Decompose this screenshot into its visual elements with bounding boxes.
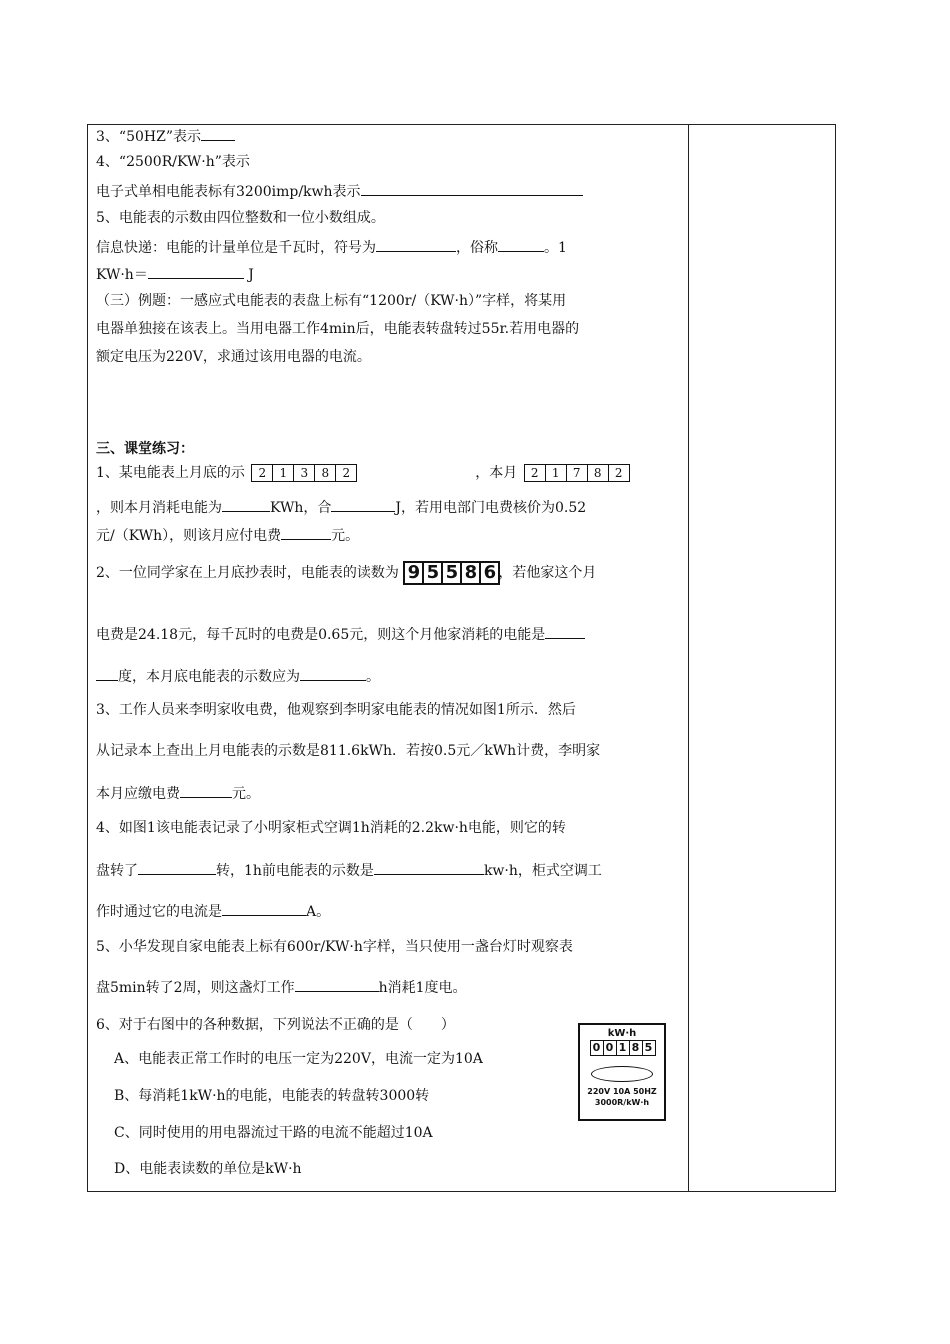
option-c: C、同时使用的用电器流过干路的电流不能超过10A bbox=[114, 1125, 433, 1141]
meter-figure-digits: 0 0 1 8 5 bbox=[580, 1039, 664, 1056]
meter-reading-last-month: 2 1 3 8 2 bbox=[251, 464, 356, 482]
option-b: B、每消耗1kW·h的电能，电能表的转盘转3000转 bbox=[114, 1088, 430, 1104]
question-1-line-1: 1、某电能表上月底的示 2 1 3 8 2 ，本月 2 1 7 8 2 bbox=[96, 464, 629, 482]
example-line-2: 电器单独接在该表上。当用电器工作4min后，电能表转盘转过55r.若用电器的 bbox=[96, 321, 580, 337]
question-2-line-2: 电费是24.18元，每千瓦时的电费是0.65元，则这个月他家消耗的电能是 bbox=[96, 624, 585, 644]
meter-reading-9558: 9 5 5 8 6 bbox=[403, 561, 498, 585]
question-4-line-1: 4、如图1该电能表记录了小明家柜式空调1h消耗的2.2kw·h电能，则它的转 bbox=[96, 820, 566, 836]
question-1-line-3: 元/（KWh），则该月应付电费 元。 bbox=[96, 525, 359, 545]
option-a: A、电能表正常工作时的电压一定为220V，电流一定为10A bbox=[114, 1051, 483, 1067]
question-3-line-3: 本月应缴电费 元。 bbox=[96, 783, 260, 803]
meter-reading-this-month: 2 1 7 8 2 bbox=[524, 464, 629, 482]
section-title: 三、课堂练习： bbox=[96, 441, 194, 457]
question-1-line-2: ，则本月消耗电能为 KWh，合 J，若用电部门电费核价为0.52 bbox=[96, 497, 586, 517]
line-3200imp: 电子式单相电能表标有3200imp/kwh表示 bbox=[96, 181, 583, 201]
question-5-line-1: 5、小华发现自家电能表上标有600r/KW·h字样，当只使用一盏台灯时观察表 bbox=[96, 939, 573, 955]
example-line-1: （三）例题：一感应式电能表的表盘上标有“1200r/（KW·h）”字样，将某用 bbox=[96, 293, 567, 309]
meter-spec-1: 220V 10A 50HZ bbox=[587, 1087, 657, 1096]
line-50hz: 3、“50HZ”表示 bbox=[96, 126, 235, 146]
column-divider bbox=[688, 124, 689, 1192]
line-kwh-joule: KW·h＝ J bbox=[96, 264, 254, 284]
line-info: 信息快递：电能的计量单位是千瓦时，符号为 ，俗称 。1 bbox=[96, 237, 567, 257]
question-3-line-1: 3、工作人员来李明家收电费，他观察到李明家电能表的情况如图1所示．然后 bbox=[96, 702, 576, 718]
meter-spec-2: 3000R/kW·h bbox=[594, 1098, 650, 1107]
meter-unit: kW·h bbox=[607, 1028, 637, 1039]
line-2500r: 4、“2500R/KW·h”表示 bbox=[96, 154, 250, 170]
question-2-line-1: 2、一位同学家在上月底抄表时，电能表的读数为 9 5 5 8 6 ，若他家这个月 bbox=[96, 562, 597, 583]
question-3-line-2: 从记录本上查出上月电能表的示数是811.6kWh．若按0.5元／kWh计费，李明家 bbox=[96, 743, 601, 759]
energy-meter-figure bbox=[578, 1023, 666, 1121]
question-2-line-3: 度，本月底电能表的示数应为 。 bbox=[96, 666, 380, 686]
option-d: D、电能表读数的单位是kW·h bbox=[114, 1161, 302, 1177]
meter-dial-oval bbox=[591, 1066, 653, 1082]
example-line-3: 额定电压为220V，求通过该用电器的电流。 bbox=[96, 349, 371, 365]
question-4-line-3: 作时通过它的电流是 A。 bbox=[96, 901, 330, 921]
line-five-digits: 5、电能表的示数由四位整数和一位小数组成。 bbox=[96, 210, 385, 226]
question-4-line-2: 盘转了 转，1h前电能表的示数是 kw·h，柜式空调工 bbox=[96, 860, 602, 880]
question-6: 6、对于右图中的各种数据，下列说法不正确的是（ ） bbox=[96, 1017, 455, 1033]
question-5-line-2: 盘5min转了2周，则这盏灯工作 h消耗1度电。 bbox=[96, 977, 467, 997]
